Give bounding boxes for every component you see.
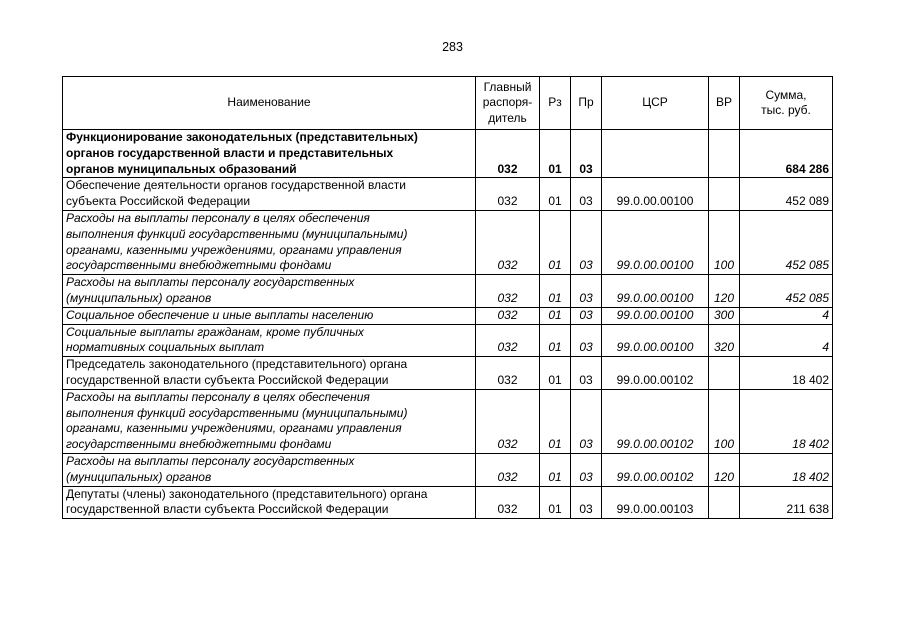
row-csr: [602, 130, 709, 178]
table-row: [63, 178, 833, 211]
row-admin: 032: [476, 210, 540, 274]
row-sum: 18 402: [740, 389, 833, 453]
row-csr: 99.0.00.00100: [602, 324, 709, 357]
row-csr: 99.0.00.00100: [602, 307, 709, 324]
row-csr: 99.0.00.00100: [602, 275, 709, 308]
row-vr: 320: [709, 324, 740, 357]
row-csr: 99.0.00.00102: [602, 453, 709, 486]
row-name: Социальное обеспечение и иные выплаты населению: [63, 307, 476, 324]
row-pr: 03: [571, 324, 602, 357]
row-vr: [709, 357, 740, 390]
header-sum: Сумма, тыс. руб.: [740, 77, 833, 130]
row-csr: 99.0.00.00102: [602, 389, 709, 453]
row-sum: 4: [740, 307, 833, 324]
row-pr: 03: [571, 307, 602, 324]
row-admin: 032: [476, 178, 540, 211]
row-name: Расходы на выплаты персоналу государственных (муниципальных) органов: [63, 453, 476, 486]
row-sum: 452 089: [740, 178, 833, 211]
table-row: [63, 357, 833, 390]
row-pr: 03: [571, 178, 602, 211]
row-pr: 03: [571, 486, 602, 519]
row-vr: 100: [709, 210, 740, 274]
budget-table: [62, 76, 833, 519]
header-row: [63, 77, 833, 130]
row-vr: [709, 178, 740, 211]
table-row: [63, 275, 833, 308]
row-vr: [709, 486, 740, 519]
row-rz: 01: [540, 307, 571, 324]
table-row: [63, 130, 833, 178]
header-name: Наименование: [63, 77, 476, 130]
row-name: Депутаты (члены) законодательного (представительного) органа государственной власти субъекта Российской Федерации: [63, 486, 476, 519]
row-csr: 99.0.00.00103: [602, 486, 709, 519]
table-row: [63, 324, 833, 357]
row-name: Расходы на выплаты персоналу в целях обеспечения выполнения функций государственными (муниципальными) органами, казенными учреждениями, органами управления государственными внебюджетными фондами: [63, 389, 476, 453]
table-row: [63, 307, 833, 324]
row-name: Функционирование законодательных (представительных) органов государственной власти и представительных органов муниципальных образований: [63, 130, 476, 178]
row-rz: 01: [540, 130, 571, 178]
row-csr: 99.0.00.00100: [602, 210, 709, 274]
row-admin: 032: [476, 324, 540, 357]
table-row: [63, 210, 833, 274]
row-rz: 01: [540, 324, 571, 357]
row-sum: 18 402: [740, 453, 833, 486]
row-pr: 03: [571, 275, 602, 308]
row-sum: 211 638: [740, 486, 833, 519]
row-vr: 120: [709, 275, 740, 308]
row-admin: 032: [476, 307, 540, 324]
table-row: [63, 486, 833, 519]
row-admin: 032: [476, 389, 540, 453]
row-rz: 01: [540, 486, 571, 519]
row-sum: 684 286: [740, 130, 833, 178]
row-csr: 99.0.00.00100: [602, 178, 709, 211]
row-admin: 032: [476, 453, 540, 486]
header-pr: Пр: [571, 77, 602, 130]
row-pr: 03: [571, 130, 602, 178]
row-rz: 01: [540, 357, 571, 390]
row-sum: 452 085: [740, 210, 833, 274]
row-rz: 01: [540, 210, 571, 274]
row-admin: 032: [476, 486, 540, 519]
row-vr: [709, 130, 740, 178]
row-name: Расходы на выплаты персоналу в целях обеспечения выполнения функций государственными (муниципальными) органами, казенными учреждениями, органами управления государственными внебюджетными фондами: [63, 210, 476, 274]
row-name: Социальные выплаты гражданам, кроме публичных нормативных социальных выплат: [63, 324, 476, 357]
header-csr: ЦСР: [602, 77, 709, 130]
row-sum: 18 402: [740, 357, 833, 390]
row-rz: 01: [540, 453, 571, 486]
row-name: Обеспечение деятельности органов государственной власти субъекта Российской Федерации: [63, 178, 476, 211]
table-row: [63, 453, 833, 486]
row-vr: 120: [709, 453, 740, 486]
row-rz: 01: [540, 275, 571, 308]
row-rz: 01: [540, 178, 571, 211]
row-sum: 452 085: [740, 275, 833, 308]
row-admin: 032: [476, 275, 540, 308]
row-pr: 03: [571, 453, 602, 486]
row-rz: 01: [540, 389, 571, 453]
row-sum: 4: [740, 324, 833, 357]
page-number: 283: [442, 40, 463, 54]
header-admin: Главный распоря- дитель: [476, 77, 540, 130]
row-vr: 300: [709, 307, 740, 324]
row-name: Председатель законодательного (представительного) органа государственной власти субъекта Российской Федерации: [63, 357, 476, 390]
row-vr: 100: [709, 389, 740, 453]
table-row: [63, 389, 833, 453]
row-admin: 032: [476, 130, 540, 178]
row-pr: 03: [571, 210, 602, 274]
row-pr: 03: [571, 389, 602, 453]
header-vr: ВР: [709, 77, 740, 130]
row-name: Расходы на выплаты персоналу государственных (муниципальных) органов: [63, 275, 476, 308]
row-csr: 99.0.00.00102: [602, 357, 709, 390]
header-rz: Рз: [540, 77, 571, 130]
row-admin: 032: [476, 357, 540, 390]
row-pr: 03: [571, 357, 602, 390]
